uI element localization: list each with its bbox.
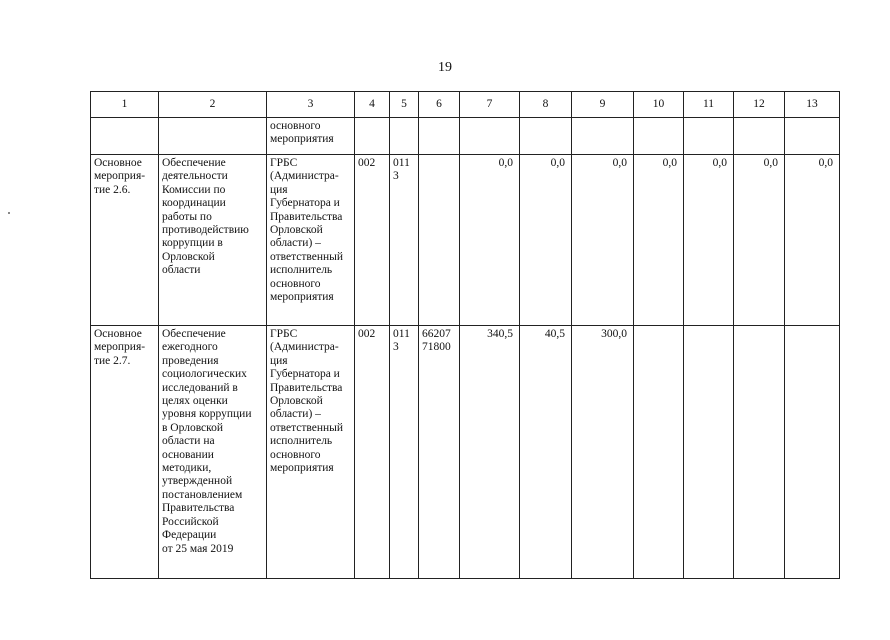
table-cell: ГРБС (Администра- ция Губернатора и Правительства Орловской области) – ответственный исполнитель основного мероприятия	[267, 155, 355, 326]
table-cell	[419, 118, 460, 155]
table-cell: 002	[355, 326, 390, 579]
table-cell: 0,0	[634, 155, 684, 326]
table-cell	[520, 118, 572, 155]
table-cell	[684, 118, 734, 155]
budget-table	[90, 91, 840, 579]
table-cell	[785, 326, 840, 579]
header-row	[91, 92, 840, 118]
table-cell: Основное мероприя- тие 2.7.	[91, 326, 159, 579]
table-cell	[734, 326, 785, 579]
scan-speck	[8, 212, 10, 214]
table-cell: основного мероприятия	[267, 118, 355, 155]
table-cell: Основное мероприя- тие 2.6.	[91, 155, 159, 326]
table-cell	[734, 118, 785, 155]
column-header: 4	[355, 92, 390, 118]
column-header: 12	[734, 92, 785, 118]
column-header: 7	[460, 92, 520, 118]
table-cell	[634, 326, 684, 579]
table-cell	[390, 118, 419, 155]
table-cell: 0,0	[684, 155, 734, 326]
table-cell: 0,0	[572, 155, 634, 326]
table-cell: 011 3	[390, 326, 419, 579]
table-cell: 0,0	[785, 155, 840, 326]
column-header: 5	[390, 92, 419, 118]
table-cell: 340,5	[460, 326, 520, 579]
table-row	[91, 326, 840, 579]
table-cell	[785, 118, 840, 155]
table-cell: ГРБС (Администра- ция Губернатора и Правительства Орловской области) – ответственный исполнитель основного мероприятия	[267, 326, 355, 579]
table-cell	[460, 118, 520, 155]
table-cell	[634, 118, 684, 155]
table-cell: 300,0	[572, 326, 634, 579]
column-header: 11	[684, 92, 734, 118]
table-cell	[684, 326, 734, 579]
table-cell: 011 3	[390, 155, 419, 326]
column-header: 9	[572, 92, 634, 118]
column-header: 8	[520, 92, 572, 118]
column-header: 1	[91, 92, 159, 118]
table-cell	[91, 118, 159, 155]
table-cell: Обеспечение ежегодного проведения социологических исследований в целях оценки уровня коррупции в Орловской области на основании методики, утвержденной постановлением Правительства Российской Федерации от 25 мая 2019	[159, 326, 267, 579]
table-cell: 0,0	[520, 155, 572, 326]
column-header: 10	[634, 92, 684, 118]
table-cell: 0,0	[460, 155, 520, 326]
page-number: 19	[438, 60, 452, 75]
table-cell	[572, 118, 634, 155]
column-header: 6	[419, 92, 460, 118]
table-cell	[355, 118, 390, 155]
table-cell: Обеспечение деятельности Комиссии по координации работы по противодействию коррупции в Орловской области	[159, 155, 267, 326]
table-row	[91, 155, 840, 326]
table-cell	[419, 155, 460, 326]
table-cell: 66207 71800	[419, 326, 460, 579]
column-header: 3	[267, 92, 355, 118]
table-row	[91, 118, 840, 155]
column-header: 2	[159, 92, 267, 118]
column-header: 13	[785, 92, 840, 118]
table-cell	[159, 118, 267, 155]
table-cell: 002	[355, 155, 390, 326]
table-cell: 40,5	[520, 326, 572, 579]
table-cell: 0,0	[734, 155, 785, 326]
